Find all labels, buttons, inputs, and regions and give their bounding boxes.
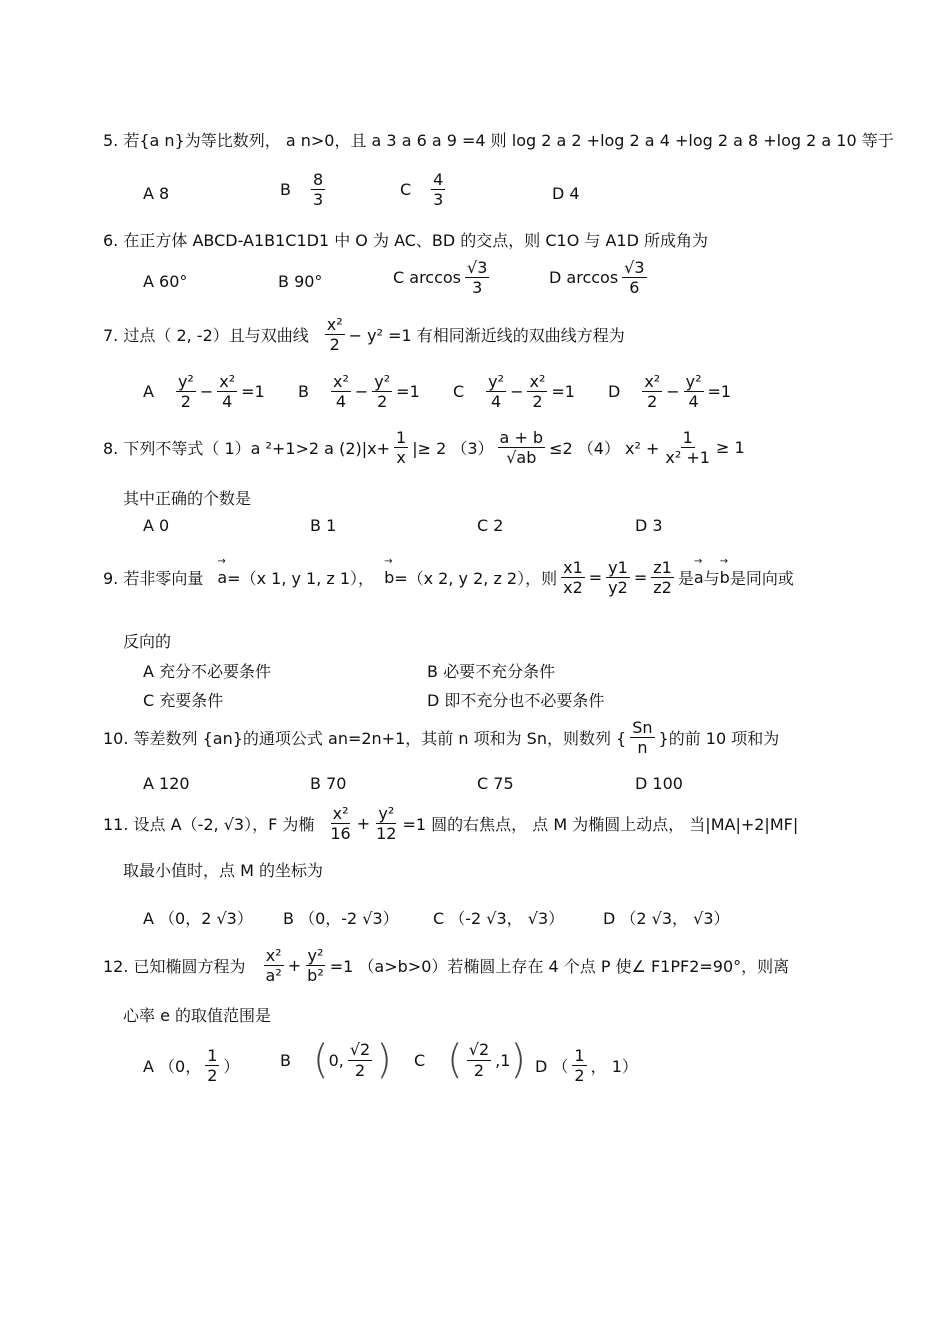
q10-option-d: D 100: [635, 774, 683, 793]
q12-stem: 12. 已知椭圆方程为 $\frac{\text{x²}}{\text{a²}}$ + $\frac{\text{y²}}{\text{b²}}$ =1 （a>b>0）若椭圆上存在 4 个点 P 使∠ F1PF2=90°，则离: [103, 946, 790, 986]
q8-stem: 8. 下列不等式（ 1）a ²+1>2 a (2)|x+ $\frac{1}{x}$ |≥ 2 （3） $\frac{a + b}{√ab}$ ≤2 （4） x² + $\frac{1}{\text{x² +1}}$ ≥ 1: [103, 428, 745, 468]
q12-option-b: B ( 0, $\frac{√2}{2}$ ): [280, 1037, 392, 1083]
q7-stem: 7. 过点（ 2, -2）且与双曲线 $\frac{\text{x²}}{2}$ − y² =1 有相同渐近线的双曲线方程为: [103, 315, 625, 355]
q12-frac-x: $\frac{\text{x²}}{\text{a²}}$: [265, 946, 282, 986]
q12-option-a: A （0， $\frac{1}{2}$ ）: [143, 1046, 240, 1086]
q9-frac-z: $\frac{z1}{z2}$: [653, 558, 672, 598]
q7-d-frac1: $\frac{\text{x²}}{2}$: [644, 372, 661, 412]
q7-c-frac2: $\frac{\text{x²}}{2}$: [529, 372, 546, 412]
q7-a-frac1: $\frac{\text{y²}}{2}$: [177, 372, 194, 412]
q7-option-b: B $\frac{\text{x²}}{4}$ − $\frac{\text{y²}}{2}$ =1: [298, 372, 420, 412]
q10-option-c: C 75: [477, 774, 514, 793]
q11-stem: 11. 设点 A（-2, √3），F 为椭 $\frac{\text{x²}}{16}$ + $\frac{\text{y²}}{12}$ =1 圆的右焦点， 点 M 为椭圆上动点， 当|MA|+2|MF|: [103, 804, 799, 844]
q7-stem-fraction: $\frac{\text{x²}}{2}$: [326, 315, 343, 355]
q7-b-frac2: $\frac{\text{y²}}{2}$: [374, 372, 391, 412]
q9-stem: 9. 若非零向量 → a =（x 1, y 1, z 1）， → b =（x 2, y 2, z 2），则 $\frac{x1}{x2}$ = $\frac{y1}{y2}$ = $\frac{z1}{z2}$ 是 → a 与 → b 是同向或: [103, 558, 794, 597]
q10-frac: $\frac{Sn}{n}$: [632, 718, 653, 758]
vector-b: → b: [384, 568, 394, 587]
q9-option-a: A 充分不必要条件: [143, 662, 272, 681]
q5-stem: 5. 若{a n}为等比数列， a n>0，且 a 3 a 6 a 9 =4 则 log 2 a 2 +log 2 a 4 +log 2 a 8 +log 2 a 10 等于: [103, 131, 894, 150]
q8-option-a: A 0: [143, 516, 170, 535]
q12-c-frac: $\frac{√2}{2}$: [468, 1040, 490, 1080]
q11-option-c: C （-2 √3， √3）: [433, 909, 565, 928]
q5-c-fraction: $\frac{4}{3}$: [433, 170, 444, 210]
q8-option-d: D 3: [635, 516, 663, 535]
q6-option-a: A 60°: [143, 272, 188, 291]
q7-b-frac1: $\frac{\text{x²}}{4}$: [332, 372, 349, 412]
q8-frac-1: $\frac{1}{x}$: [396, 428, 407, 468]
q11-option-a: A （0，2 √3）: [143, 909, 253, 928]
vector-a: → a: [217, 568, 227, 587]
q9-option-b: B 必要不充分条件: [427, 662, 556, 681]
q12-b-frac: $\frac{√2}{2}$: [349, 1040, 371, 1080]
q8-frac-4: $\frac{1}{\text{x² +1}}$: [665, 428, 710, 468]
right-paren-icon: ): [376, 1037, 392, 1083]
q11-frac-x: $\frac{\text{x²}}{16}$: [330, 804, 351, 844]
q7-c-frac1: $\frac{\text{y²}}{4}$: [488, 372, 505, 412]
q8-option-b: B 1: [310, 516, 337, 535]
q7-option-d: D $\frac{\text{x²}}{2}$ − $\frac{\text{y²}}{4}$ =1: [608, 372, 732, 412]
q11-option-d: D （2 √3， √3）: [603, 909, 730, 928]
q5-option-a: A 8: [143, 184, 170, 203]
q11-frac-y: $\frac{\text{y²}}{12}$: [376, 804, 397, 844]
q9-option-c: C 充要条件: [143, 691, 224, 710]
q8-option-c: C 2: [477, 516, 504, 535]
left-paren-icon: (: [312, 1037, 329, 1083]
q10-stem: 10. 等差数列 {an}的通项公式 an=2n+1，其前 n 项和为 Sn，则数列 { $\frac{Sn}{n}$ }的前 10 项和为: [103, 718, 780, 758]
q12-d-frac: $\frac{1}{2}$: [574, 1046, 585, 1086]
vector-b-ref: → b: [720, 568, 730, 587]
q9-option-d: D 即不充分也不必要条件: [427, 691, 605, 710]
q9-frac-y: $\frac{y1}{y2}$: [608, 558, 628, 598]
q8-frac-3: $\frac{a + b}{√ab}$: [499, 428, 544, 468]
q6-option-d: D arccos $\frac{√3}{6}$: [549, 258, 645, 298]
q9-frac-x: $\frac{x1}{x2}$: [563, 558, 583, 598]
q11-option-b: B （0，-2 √3）: [283, 909, 399, 928]
vector-a-ref: → a: [694, 568, 704, 587]
q7-a-frac2: $\frac{\text{x²}}{4}$: [219, 372, 236, 412]
q8-line2: 其中正确的个数是: [123, 489, 252, 508]
q6-c-fraction: $\frac{√3}{3}$: [467, 258, 488, 298]
q7-d-frac2: $\frac{\text{y²}}{4}$: [685, 372, 702, 412]
q6-option-c: C arccos $\frac{√3}{3}$: [393, 258, 488, 298]
q11-line2: 取最小值时，点 M 的坐标为: [123, 861, 323, 880]
q9-line2: 反向的: [123, 632, 172, 651]
q5-option-b: B $\frac{8}{3}$: [280, 170, 324, 210]
q7-option-c: C $\frac{\text{y²}}{4}$ − $\frac{\text{x²}}{2}$ =1: [453, 372, 575, 412]
left-paren-icon: (: [447, 1037, 463, 1083]
q10-option-b: B 70: [310, 774, 347, 793]
q5-b-fraction: $\frac{8}{3}$: [312, 170, 324, 210]
q6-option-b: B 90°: [278, 272, 323, 291]
q12-option-d: D （ $\frac{1}{2}$ ， 1）: [535, 1046, 638, 1086]
q12-a-frac: $\frac{1}{2}$: [207, 1046, 218, 1086]
q12-line2: 心率 e 的取值范围是: [123, 1006, 272, 1025]
q7-option-a: A $\frac{\text{y²}}{2}$ − $\frac{\text{x²}}{4}$ =1: [143, 372, 265, 412]
q6-stem: 6. 在正方体 ABCD-A1B1C1D1 中 O 为 AC、BD 的交点，则 C1O 与 A1D 所成角为: [103, 231, 709, 250]
right-paren-icon: ): [510, 1037, 527, 1083]
q5-option-c: C $\frac{4}{3}$: [400, 170, 444, 210]
q10-option-a: A 120: [143, 774, 190, 793]
q12-option-c: C ( $\frac{√2}{2}$ ,1 ): [414, 1037, 527, 1083]
q12-frac-y: $\frac{\text{y²}}{\text{b²}}$: [307, 946, 324, 986]
q5-option-d: D 4: [552, 184, 580, 203]
q6-d-fraction: $\frac{√3}{6}$: [624, 258, 645, 298]
